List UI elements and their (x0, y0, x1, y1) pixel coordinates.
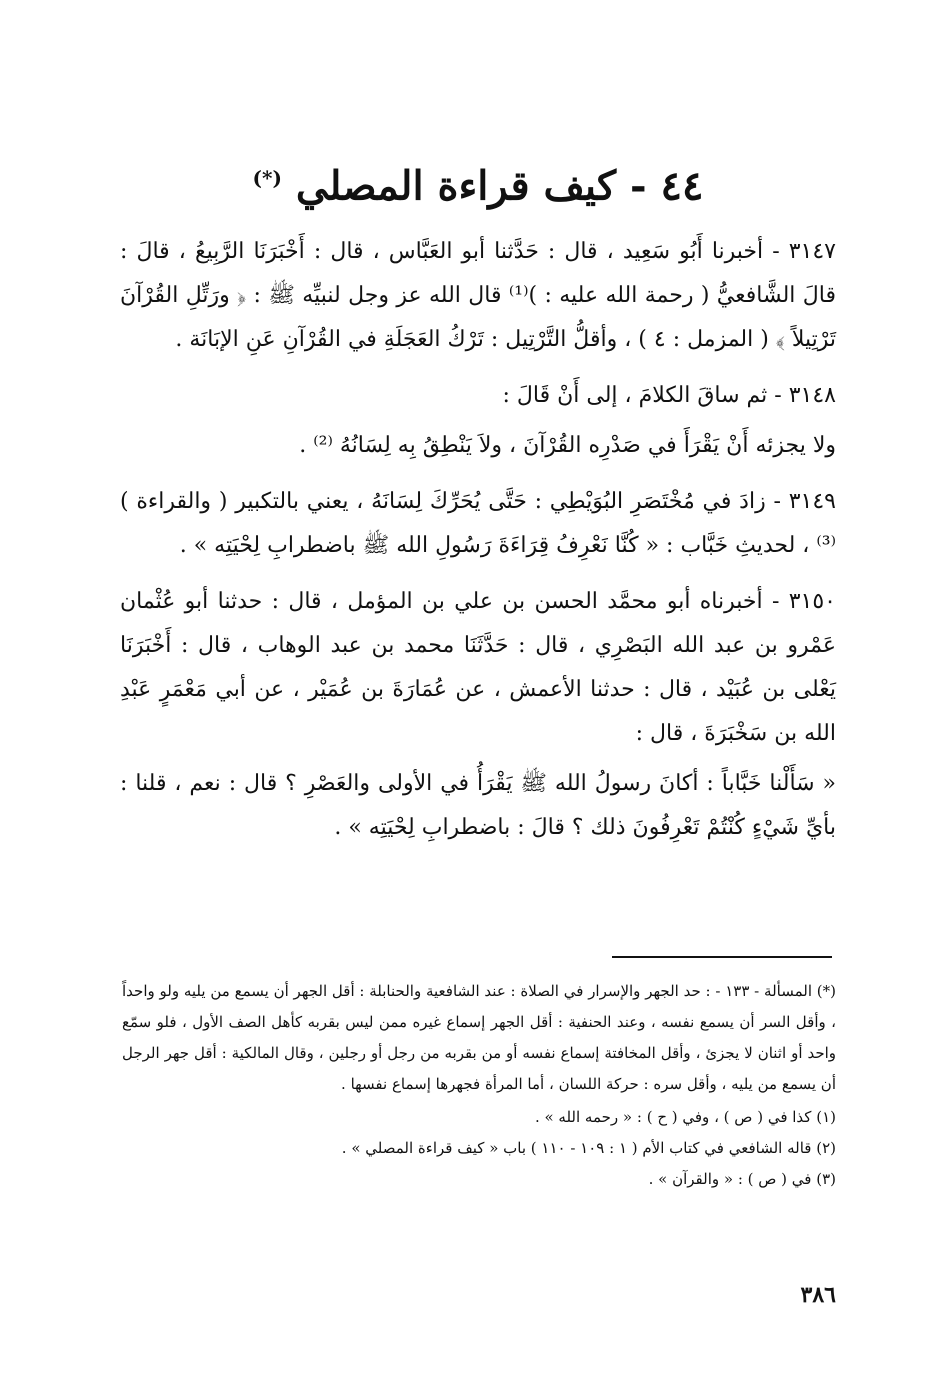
chapter-title (120, 148, 836, 216)
paragraph-3148: ٣١٤٨ - ثم ساقَ الكلامَ ، إلى أَنْ قَالَ : (502, 383, 836, 409)
chapter-footnote-marker: (*) (252, 166, 282, 190)
paragraph-3150: ٣١٥٠ - أخبرناه أبو محمَّد الحسن بن علي بن المؤمل ، قال : حدثنا أبو عُثْمان عَمْرو بن عبد الله البَصْرِي ، قال : حَدَّثَنَا محمد بن عبد الوهاب ، قال : أَخْبَرَنَا يَعْلى بن عُبَيْد ، قال : حدثنا الأعمش ، عن عُمَارَةَ بن عُمَيْر ، عن أبي مَعْمَرٍ عَبْدِ الله بن سَخْبَرَةَ ، قال : (120, 589, 836, 747)
footnote-1: (١) كذا في ( ص ) ، وفي ( ح ) : « رحمه الله » . (534, 1108, 836, 1126)
footnote-2: (٢) قاله الشافعي في كتاب الأم ( ١ : ١٠٩ - ١١٠ ) باب « كيف قراءة المصلي » . (341, 1139, 836, 1157)
hadith-quote: « سَأَلْنا خَبَّاباً : أكانَ رسولُ الله ﷺ يَقْرَأُ في الأولى والعَصْرِ ؟ قال : نعم ، قلنا : بأيِّ شَيْءٍ كُنْتُمْ تَعْرِفُونَ ذلك ؟ قالَ : باضطرابِ لِحْيَتِه » . (120, 771, 836, 841)
chapter-title-text: ٤٤ - كيف قراءة المصلي (295, 162, 704, 210)
paragraph-3148-continuation: ولا يجزئه أَنْ يَقْرَأَ في صَدْرِه القُرْآنَ ، ولاَ يَنْطِقُ بِه لِسَانُهُ ⁽²⁾ . (299, 433, 836, 459)
main-text (120, 148, 836, 862)
page-number: ٣٨٦ (800, 1282, 836, 1308)
footnotes (122, 976, 836, 1195)
paragraph-3147: ٣١٤٧ - أخبرنا أَبُو سَعِيد ، قال : حَدَّثنا أبو العَبَّاس ، قال : أَخْبَرَنَا الرَّبِيعُ ، قالَ : قالَ الشَّافعيُّ ( رحمة الله عليه : )⁽¹⁾ قال الله عز وجل لنبيِّه ﷺ : ﴿ ورَتِّلِ القُرْآنَ تَرْتِيلاً ﴾ ( المزمل : ٤ ) ، وأقلُّ التَّرْتِيل : تَرْكُ العَجَلَةِ في القُرْآنِ عَنِ الإبَانَة . (120, 239, 836, 353)
footnote-star: (*) المسألة - ١٣٣ - : حد الجهر والإسرار في الصلاة : عند الشافعية والحنابلة : أقل الجهر أن يسمع من يليه ولو واحداً ، وأقل السر أن يسمع نفسه ، وعند الحنفية : أقل الجهر إسماع غيره ممن ليس بقربه كأهل الصف الأول ، فلو سمّع واحد أو اثنان لا يجزئ ، وأقل المخافتة إسماع نفسه أو من بقربه من رجل أو رجلين ، وقال المالكية : أقل جهر الرجل أن يسمع من يليه ، وأقل سره : حركة اللسان ، أما المرأة فجهرها إسماع نفسها . (122, 982, 836, 1093)
footnote-3: (٣) في ( ص ) : « والقرآن » . (648, 1170, 836, 1188)
footnote-divider (612, 956, 832, 958)
paragraph-3149: ٣١٤٩ - زادَ في مُخْتَصَرِ البُوَيْطِي : حَتَّى يُحَرِّكَ لِسَانَهُ ، يعني بالتكبير ( والقراءة ) ⁽³⁾ ، لحديثِ خَبَّاب : « كُنَّا نَعْرِفُ قِرَاءَةَ رَسُولِ الله ﷺ باضطرابِ لِحْيَتِه » . (120, 489, 836, 559)
